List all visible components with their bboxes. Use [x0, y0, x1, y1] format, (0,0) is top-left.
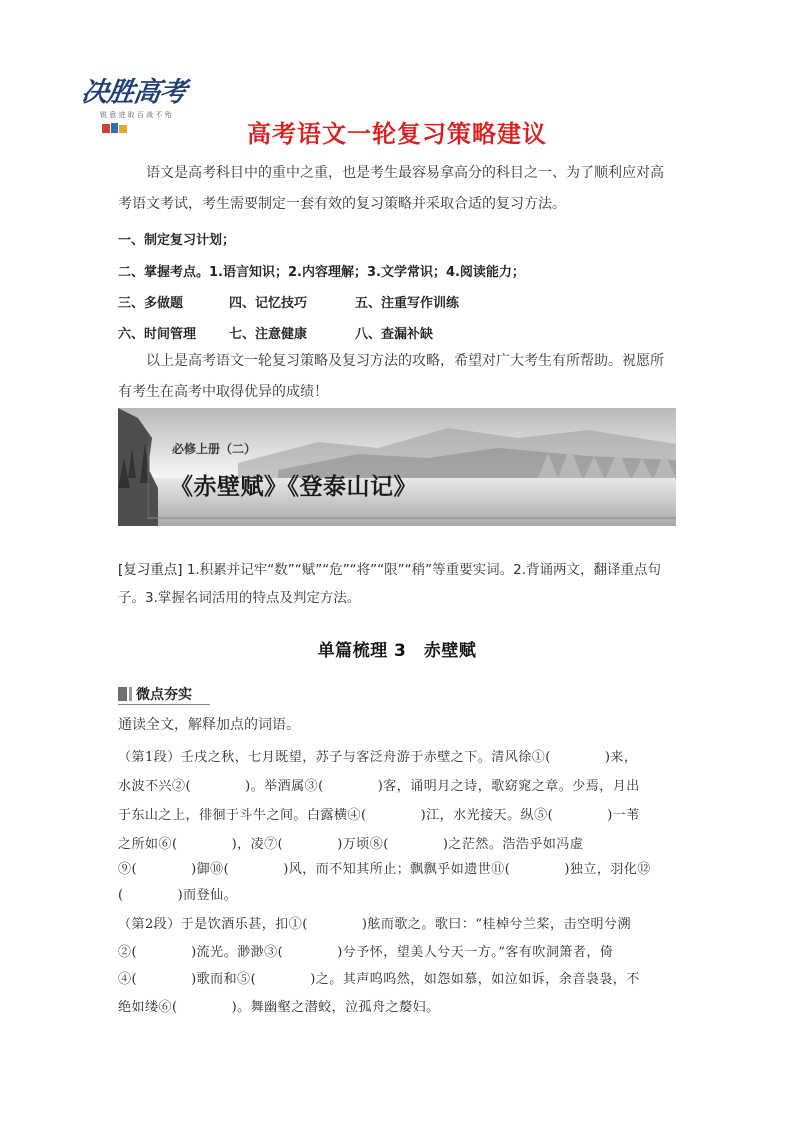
closing-paragraph: 以上是高考语文一轮复习策略及复习方法的攻略，希望对广大考生有所帮助。祝愿所有考生在高考中取得优异的成绩！	[118, 353, 664, 400]
chapter-banner	[118, 408, 676, 526]
strategy-line-3	[118, 292, 678, 311]
heading-bar-icon-secondary	[129, 687, 132, 701]
strategy-item-5: 五、注重写作训练	[355, 296, 460, 311]
classical-line: 于东山之上，徘徊于斗牛之间。白露横④( )江，水光接天。纵⑤( )一苇	[118, 808, 640, 823]
classical-line: 之所如⑥( )，凌⑦( )万顷⑧( )之茫然。浩浩乎如冯虚	[118, 837, 584, 852]
strategy-item-4: 四、记忆技巧	[229, 296, 308, 311]
instruction: 通读全文，解释加点的词语。	[118, 717, 300, 733]
strategy-item-7: 七、注意健康	[229, 327, 308, 342]
classical-line: （第2段）于是饮酒乐甚，扣①( )舷而歌之。歌曰：“桂棹兮兰桨，击空明兮溯	[118, 917, 632, 932]
classical-line: ④( )歌而和⑤( )之。其声呜呜然，如怨如慕，如泣如诉，余音袅袅，不	[118, 972, 640, 987]
strategy-item-8: 八、查漏补缺	[355, 327, 434, 342]
review-focus	[118, 556, 680, 612]
logo-text: 决胜高考	[79, 77, 188, 108]
logo-tagline: 锐 意 进 取 百 战 不 殆	[100, 111, 172, 119]
classical-line: 水波不兴②( )。举酒属③( )客，诵明月之诗，歌窈窕之章。少焉，月出	[118, 779, 640, 794]
classical-line: 绝如缕⑥( )。舞幽壑之潜蛟，泣孤舟之嫠妇。	[118, 1000, 440, 1015]
intro-paragraph: 语文是高考科目中的重中之重，也是考生最容易拿高分的科目之一、为了顺利应对高考语文考试，考生需要制定一套有效的复习策略并采取合适的复习方法。	[118, 165, 664, 212]
review-text: 1.积累并记牢“数”“赋”“危”“将”“限”“稍”等重要实词。2.背诵两文，翻译重点句子。3.掌握名词活用的特点及判定方法。	[118, 562, 662, 606]
classical-line: ②( )流光。渺渺③( )兮予怀，望美人兮天一方。”客有吹洞箫者，倚	[118, 945, 614, 960]
landscape-image	[118, 408, 676, 526]
heading-bar-icon	[118, 687, 127, 701]
strategy-line-2: 二、掌握考点。1.语言知识；2.内容理解；3.文学常识；4.阅读能力；	[118, 265, 525, 280]
strategy-line-4	[118, 323, 678, 342]
sub-heading-underline	[118, 704, 210, 705]
classical-line: ( )而登仙。	[118, 888, 238, 903]
sub-heading-text: 微点夯实	[136, 687, 192, 703]
banner-subtitle: 必修上册（二）	[172, 442, 257, 456]
sub-heading	[118, 684, 213, 704]
strategy-item-3: 三、多做题	[118, 296, 184, 311]
review-tag: [复习重点]	[118, 562, 183, 578]
classical-line: （第1段）壬戌之秋，七月既望，苏子与客泛舟游于赤壁之下。清风徐①( )来，	[118, 750, 638, 765]
banner-title: 《赤壁赋》《登泰山记》	[170, 474, 417, 500]
classical-line: ⑨( )御⑩( )风，而不知其所止；飘飘乎如遗世⑪( )独立，羽化⑫	[118, 862, 651, 877]
section-title: 单篇梳理 3 赤壁赋	[317, 641, 477, 661]
strategy-line-1: 一、制定复习计划；	[118, 233, 236, 248]
strategy-item-6: 六、时间管理	[118, 327, 197, 342]
document-title: 高考语文一轮复习策略建议	[247, 120, 547, 148]
